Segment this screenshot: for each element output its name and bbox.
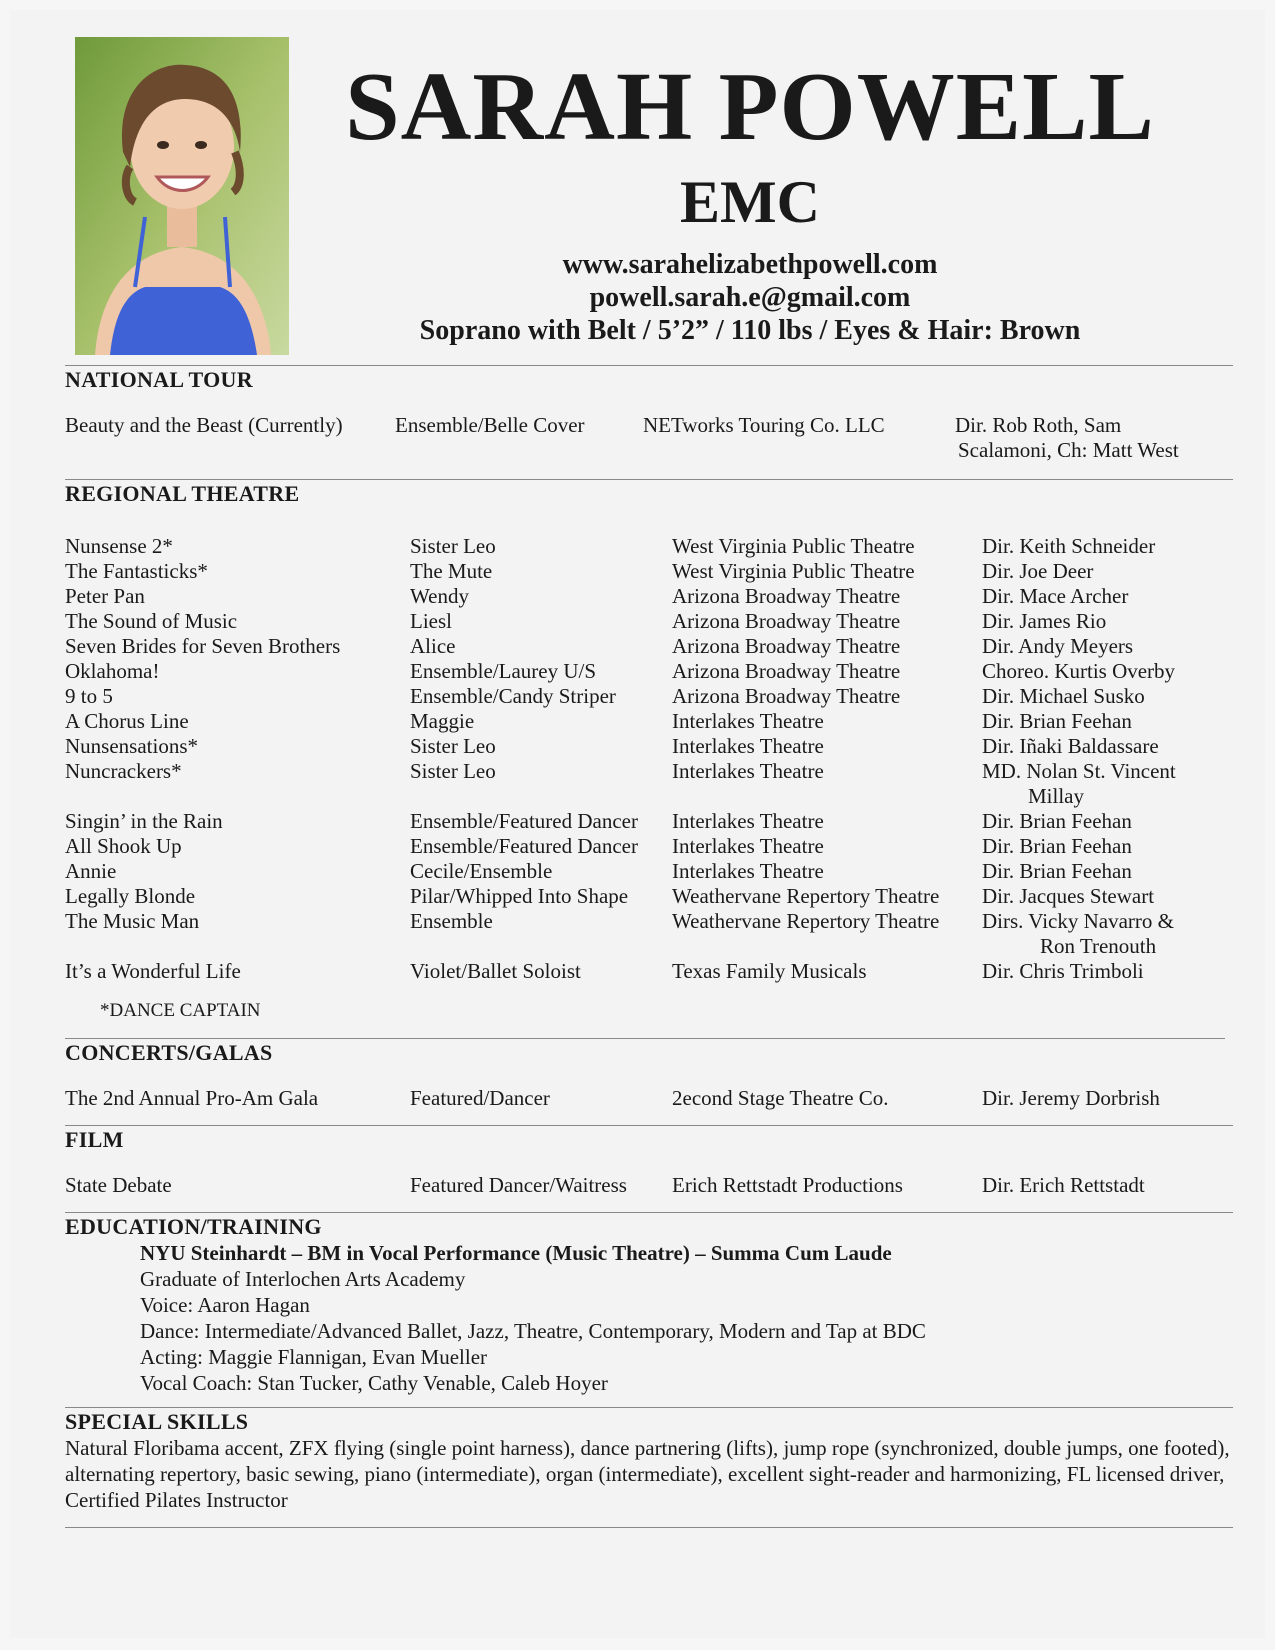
website-link[interactable]: www.sarahelizabethpowell.com [562, 249, 938, 280]
section-title-concerts: CONCERTS/GALAS [65, 1040, 273, 1065]
headshot-photo [75, 37, 289, 355]
section-divider [65, 1038, 1225, 1039]
resume-header [330, 53, 1170, 347]
dance-captain-note: *DANCE CAPTAIN [100, 1000, 261, 1021]
section-divider [65, 365, 1233, 366]
performer-name: SARAH POWELL [345, 53, 1155, 161]
education-list [140, 1240, 926, 1396]
section-title-film: FILM [65, 1127, 124, 1152]
degree: NYU Steinhardt – BM in Vocal Performance (Music Theatre) – Summa Cum Laude [140, 1241, 892, 1265]
physical-stats: Soprano with Belt / 5’2” / 110 lbs / Eyes & Hair: Brown [419, 315, 1081, 346]
education-line: Dance: Intermediate/Advanced Ballet, Jazz, Theatre, Contemporary, Modern and Tap at BDC [140, 1319, 926, 1343]
education-line: Voice: Aaron Hagan [140, 1293, 310, 1317]
education-line: Graduate of Interlochen Arts Academy [140, 1267, 466, 1291]
section-divider [65, 479, 1233, 480]
section-divider [65, 1212, 1233, 1213]
section-divider [65, 1527, 1233, 1528]
special-skills-text: Natural Floribama accent, ZFX flying (single point harness), dance partnering (lifts), jump rope (synchronized, double jumps, one footed), alternating repertory, basic sewing, piano (intermediate), organ (intermediate), excellent sight-reader and harmonizing, FL licensed driver, Certified Pilates Instructor [65, 1436, 1230, 1512]
education-line: Acting: Maggie Flannigan, Evan Mueller [140, 1345, 488, 1369]
section-title-regional-theatre: REGIONAL THEATRE [65, 481, 300, 506]
section-title-education: EDUCATION/TRAINING [65, 1214, 322, 1239]
education-line: Vocal Coach: Stan Tucker, Cathy Venable, Caleb Hoyer [140, 1371, 608, 1395]
section-title-skills: SPECIAL SKILLS [65, 1409, 249, 1434]
union-status: EMC [680, 169, 820, 235]
section-divider [65, 1407, 1233, 1408]
email-link[interactable]: powell.sarah.e@gmail.com [589, 282, 911, 313]
section-divider [65, 1125, 1233, 1126]
section-title-national-tour: NATIONAL TOUR [65, 367, 253, 392]
